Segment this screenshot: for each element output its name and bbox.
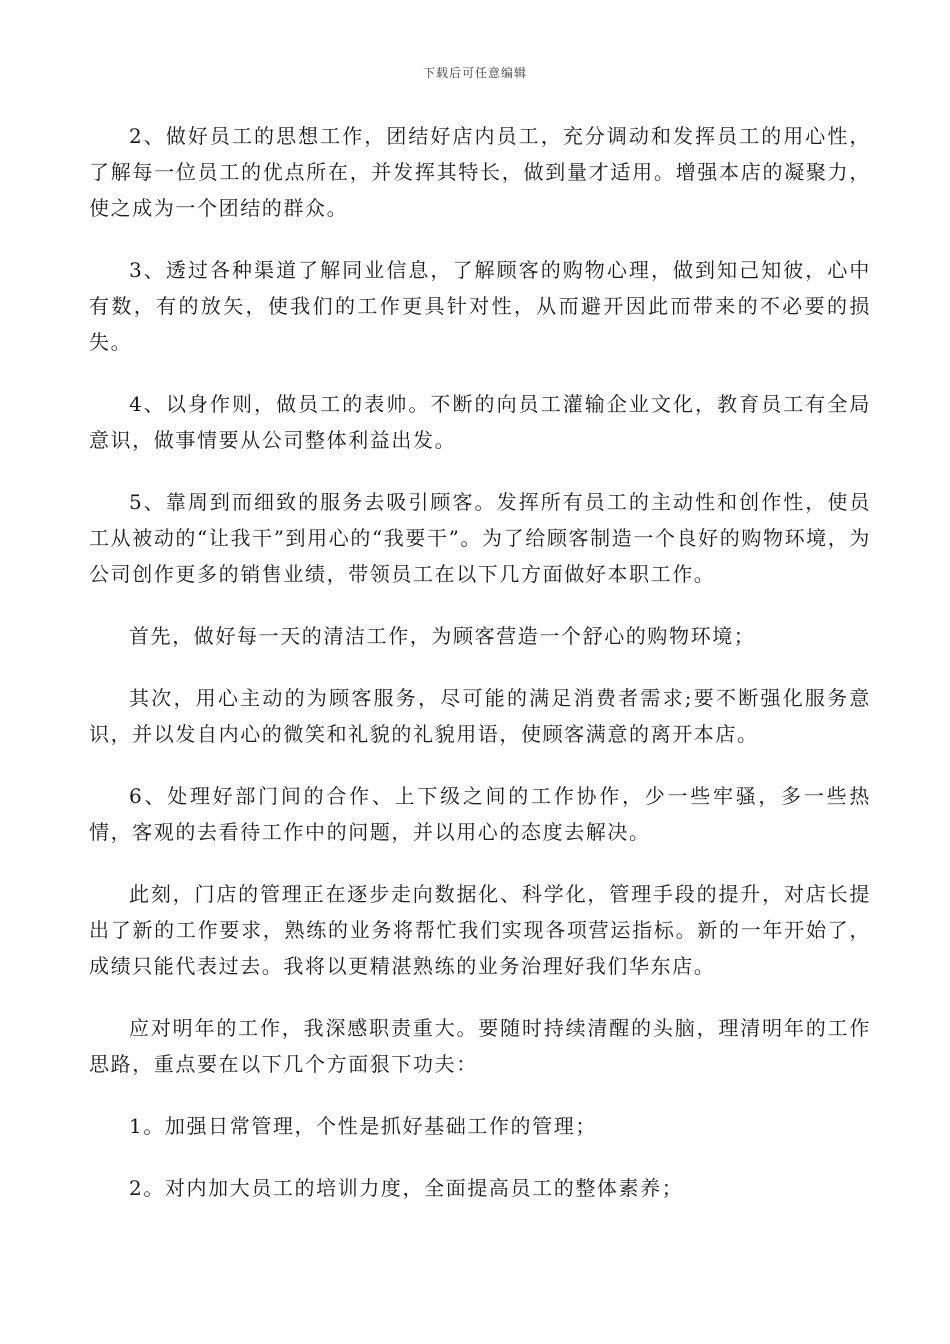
document-body: [89, 118, 871, 1232]
paragraph-item-6: 6、处理好部门间的合作、上下级之间的工作协作，少一些牢骚，多一些热情，客观的去看待工作中的问题，并以用心的态度去解决。: [89, 784, 871, 844]
paragraph-item-2: 2、做好员工的思想工作，团结好店内员工，充分调动和发挥员工的用心性，了解每一位员工的优点所在，并发挥其特长，做到量才适用。增强本店的凝聚力，使之成为一个团结的群众。: [89, 124, 871, 220]
paragraph-next-year: 应对明年的工作，我深感职责重大。要随时持续清醒的头脑，理清明年的工作思路，重点要在以下几个方面狠下功夫：: [89, 1016, 871, 1076]
paragraph-first: 首先，做好每一天的清洁工作，为顾客营造一个舒心的购物环境；: [129, 624, 756, 648]
paragraph-item-5: 5、靠周到而细致的服务去吸引顾客。发挥所有员工的主动性和创作性，使员工从被动的“让我干”到用心的“我要干”。为了给顾客制造一个良好的购物环境，为公司创作更多的销售业绩，带领员工在以下几方面做好本职工作。: [89, 490, 871, 586]
paragraph-plan-1: 1。加强日常管理，个性是抓好基础工作的管理；: [129, 1114, 597, 1138]
paragraph-plan-2: 2。对内加大员工的培训力度，全面提高员工的整体素养；: [129, 1176, 684, 1200]
paragraph-item-3: 3、透过各种渠道了解同业信息，了解顾客的购物心理，做到知己知彼，心中有数，有的放矢，使我们的工作更具针对性，从而避开因此而带来的不必要的损失。: [89, 258, 871, 354]
paragraph-current-status: 此刻，门店的管理正在逐步走向数据化、科学化，管理手段的提升，对店长提出了新的工作要求，熟练的业务将帮忙我们实现各项营运指标。新的一年开始了，成绩只能代表过去。我将以更精湛熟练的业务治理好我们华东店。: [89, 882, 871, 978]
paragraph-item-4: 4、以身作则，做员工的表帅。不断的向员工灌输企业文化，教育员工有全局意识，做事情要从公司整体利益出发。: [89, 392, 871, 452]
page-header: 下载后可任意编辑: [422, 66, 527, 80]
paragraph-second: 其次，用心主动的为顾客服务，尽可能的满足消费者需求;要不断强化服务意识，并以发自内心的微笑和礼貌的礼貌用语，使顾客满意的离开本店。: [89, 686, 871, 746]
